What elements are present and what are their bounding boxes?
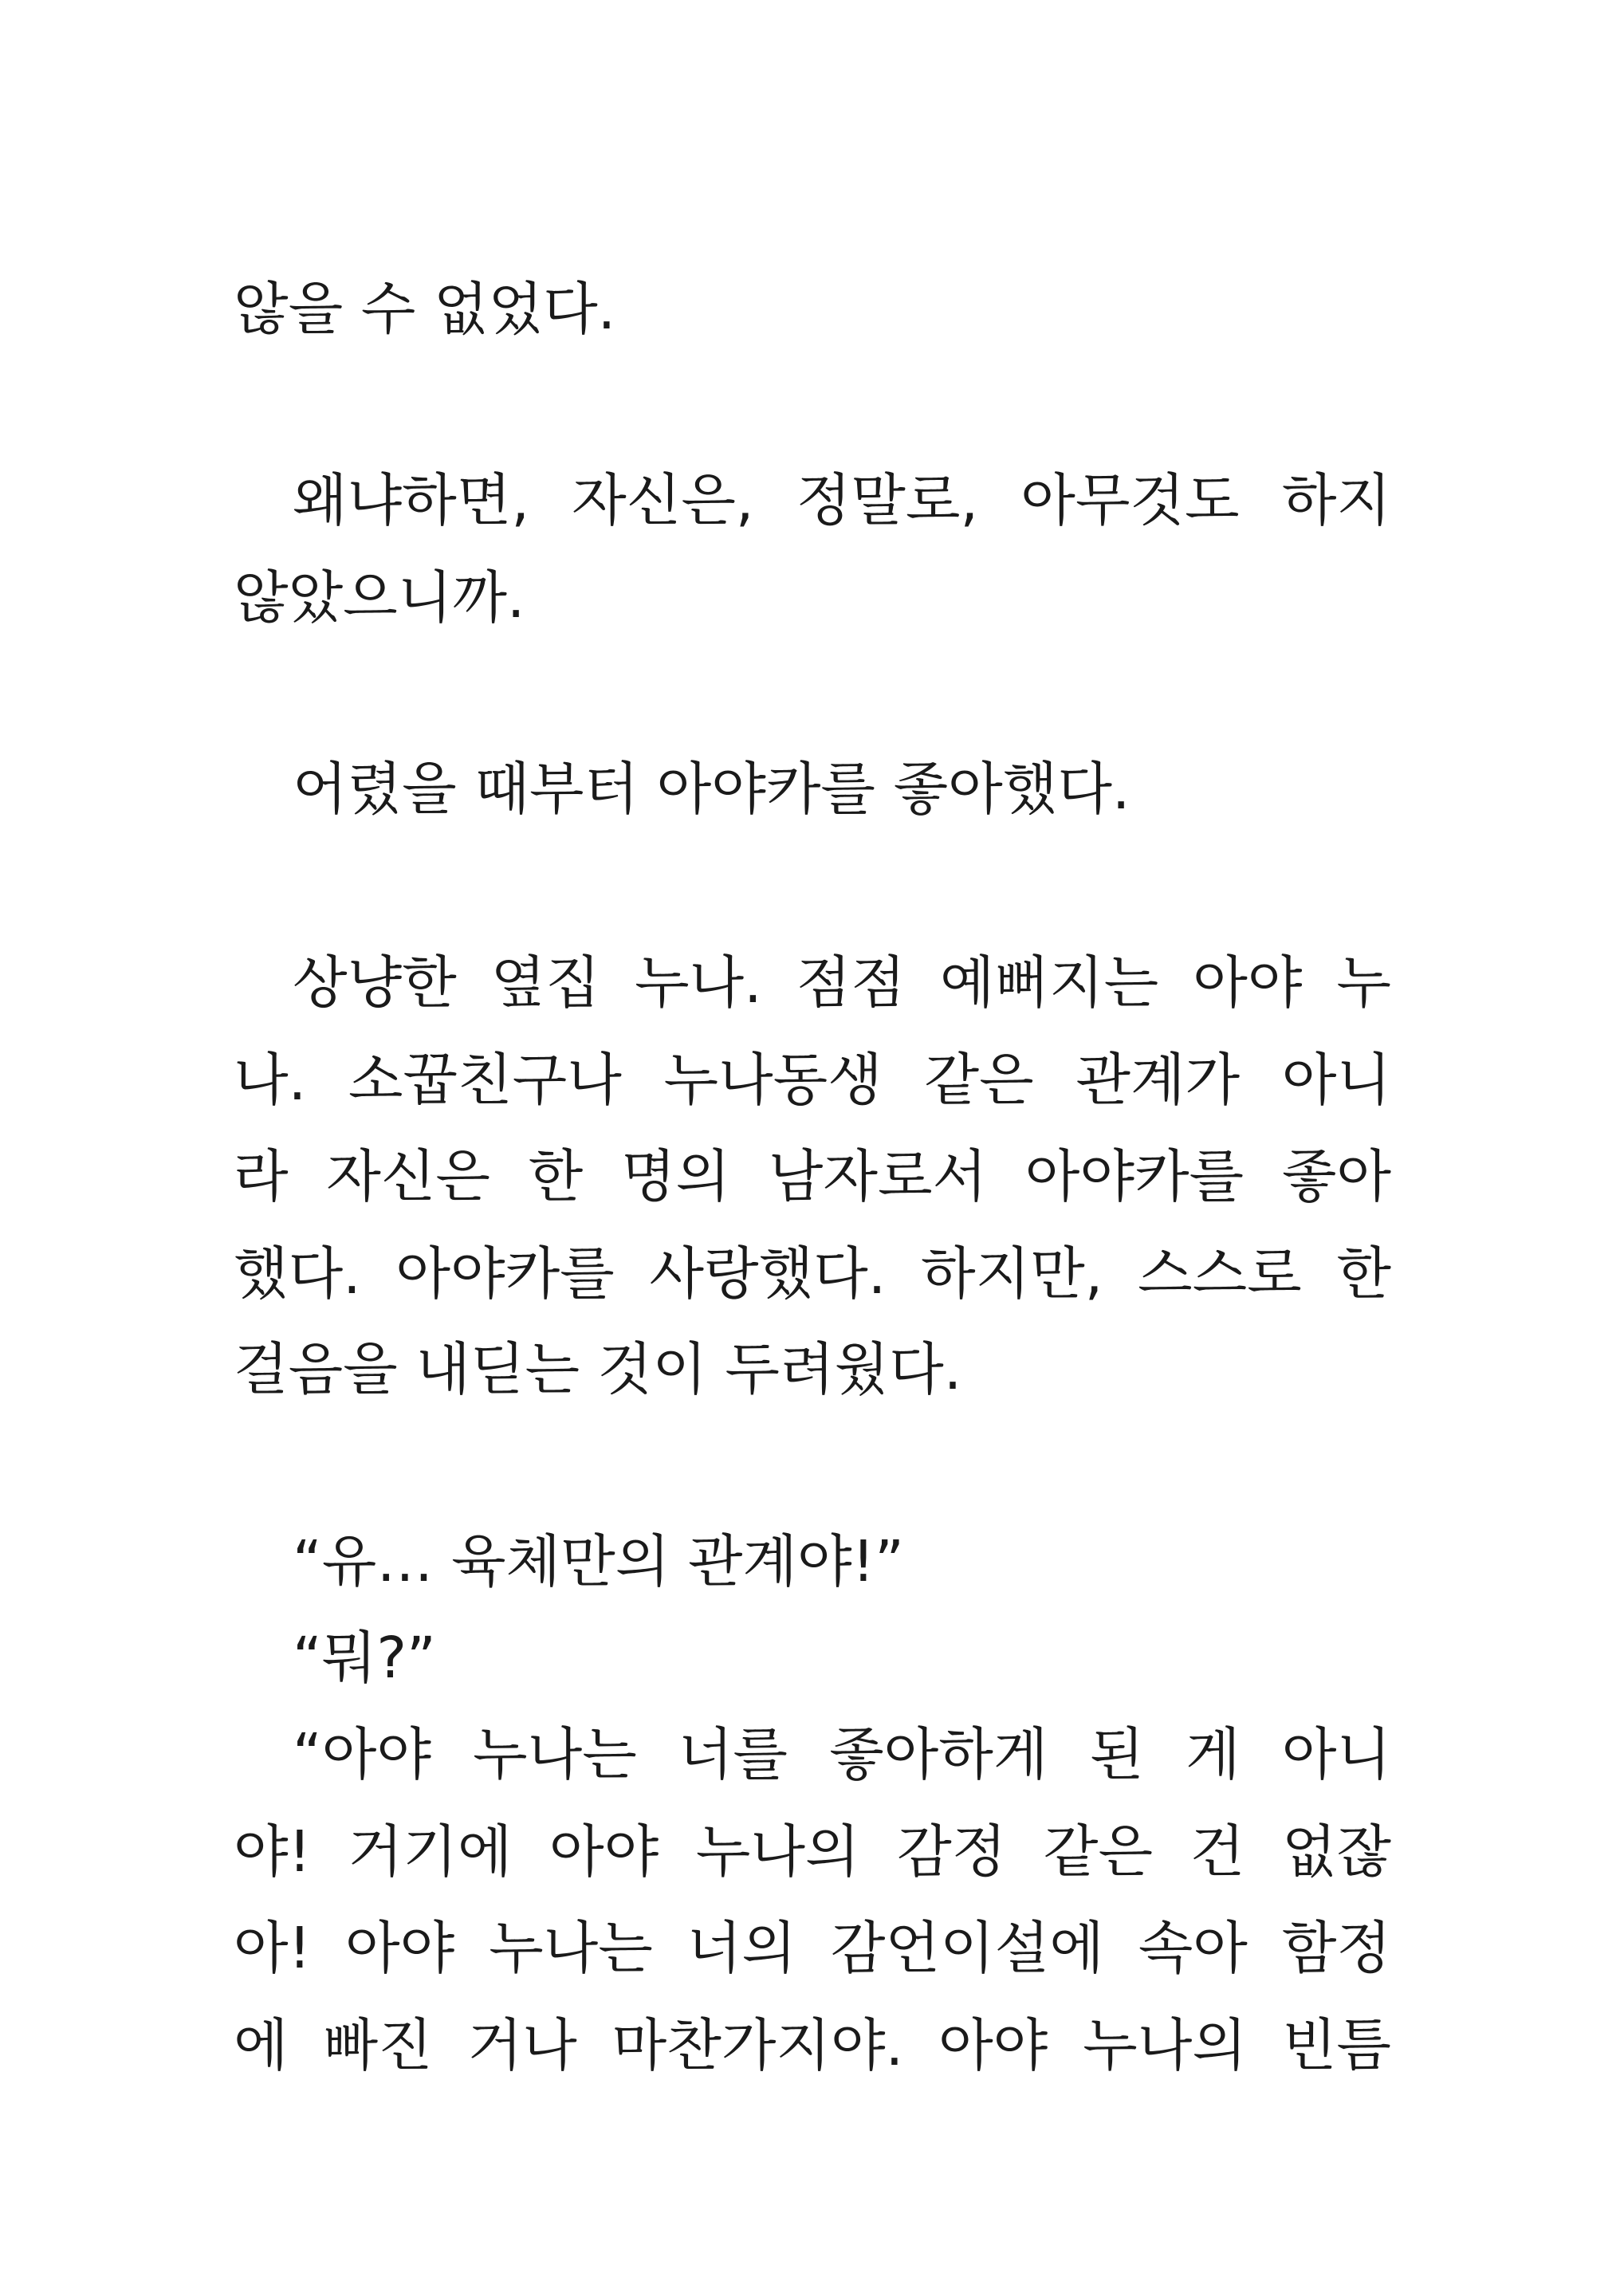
- text-line: 않았으니까.: [234, 564, 525, 631]
- dialogue-line: 에 빠진 거나 마찬가지야. 아야 누나의 빈틈: [234, 2012, 1391, 2078]
- text-line: 나. 소꿉친구나 누나동생 같은 관계가 아니: [234, 1047, 1391, 1113]
- text-line: 걸음을 내딛는 것이 두려웠다.: [234, 1336, 962, 1402]
- text-line: 했다. 아야카를 사랑했다. 하지만, 스스로 한: [234, 1240, 1391, 1307]
- dialogue-line: 아! 아야 누나는 너의 감언이설에 속아 함정: [234, 1915, 1391, 1981]
- dialogue-line: “아야 누나는 너를 좋아하게 된 게 아니: [293, 1721, 1391, 1787]
- text-line: 않을 수 없었다.: [234, 276, 616, 342]
- dialogue-line: “뭐?”: [293, 1625, 436, 1691]
- text-line: 왜냐하면, 자신은, 정말로, 아무것도 하지: [293, 467, 1391, 533]
- dialogue-line: “유… 육체만의 관계야!”: [293, 1528, 904, 1594]
- text-line: 라 자신은 한 명의 남자로서 아야카를 좋아: [234, 1143, 1391, 1209]
- text-line: 어렸을 때부터 아야카를 좋아했다.: [293, 756, 1131, 822]
- text-line: 상냥한 옆집 누나. 점점 예뻐지는 아야 누: [293, 949, 1391, 1016]
- dialogue-line: 야! 거기에 아야 누나의 감정 같은 건 없잖: [234, 1818, 1391, 1885]
